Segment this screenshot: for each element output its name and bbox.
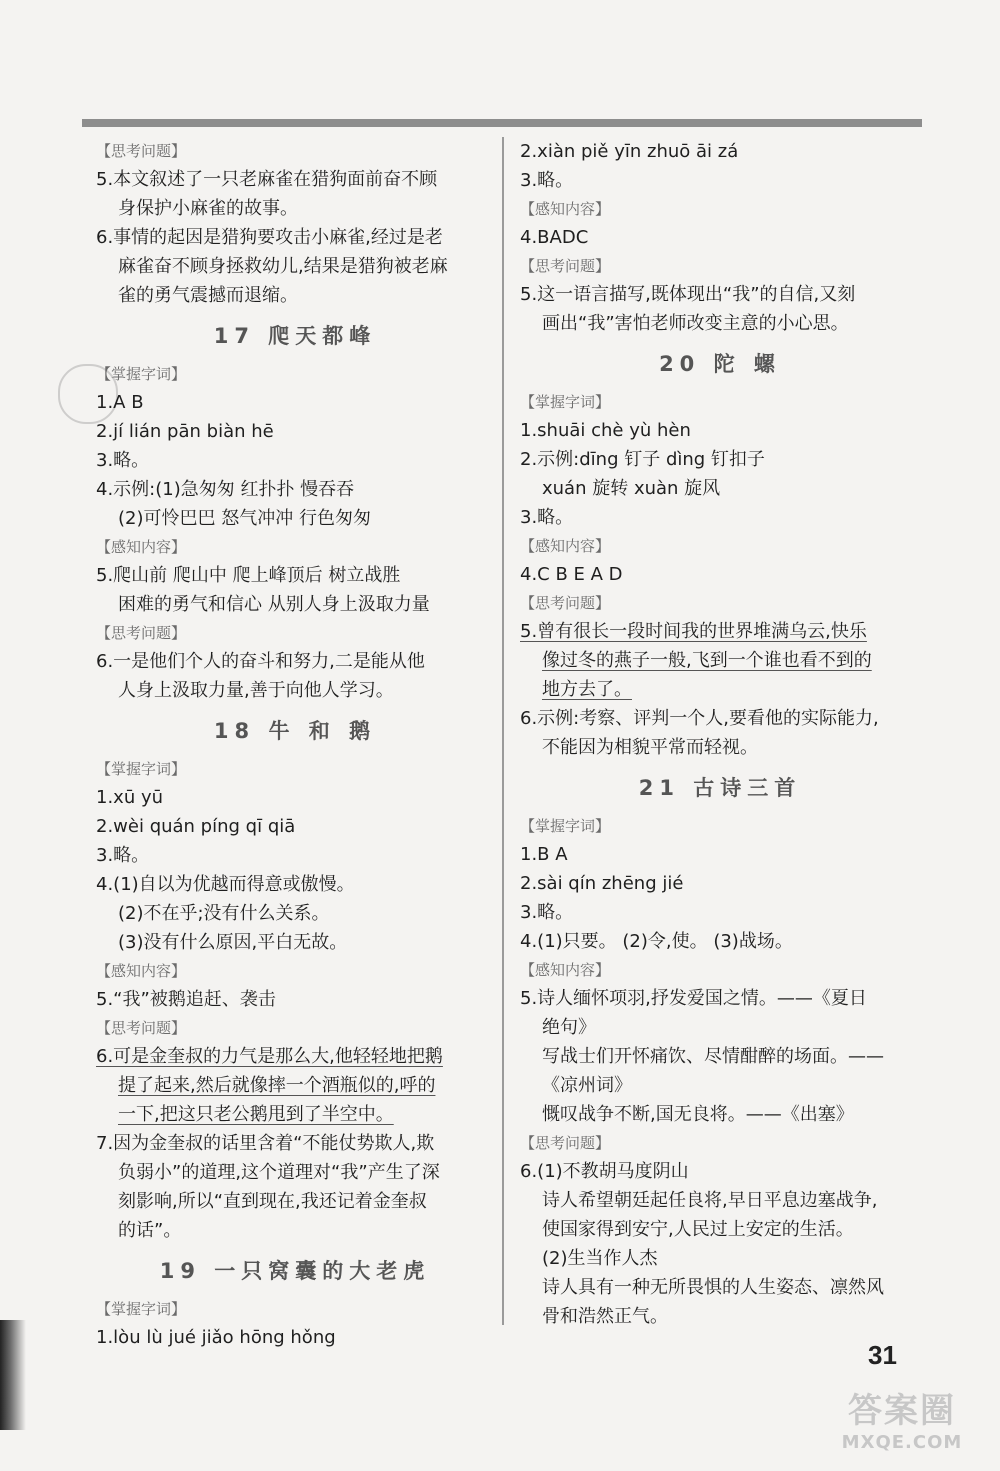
section-tag: 【思考问题】	[96, 1019, 187, 1037]
column-divider	[502, 137, 504, 1325]
section-tag: 【掌握字词】	[520, 817, 611, 835]
page-number: 31	[868, 1340, 897, 1370]
answer-line: 写战士们开怀痛饮、尽情酣醉的场面。——	[542, 1046, 884, 1067]
answer-line: 1.A B	[96, 392, 144, 413]
underlined-answer-line: 6.可是金奎叔的力气是那么大,他轻轻地把鹅	[96, 1046, 443, 1067]
answer-line: 1.lòu lù jué jiǎo hōng hǒng	[96, 1327, 336, 1348]
answer-line: 4.(1)只要。 (2)令,使。 (3)战场。	[520, 931, 793, 952]
section-tag: 【掌握字词】	[96, 1300, 187, 1318]
answer-line: (3)没有什么原因,平白无故。	[118, 932, 348, 953]
section-tag: 【思考问题】	[520, 257, 611, 275]
section-tag: 【掌握字词】	[96, 365, 187, 383]
answer-line: 不能因为相貌平常而轻视。	[542, 737, 758, 758]
answer-line: 2.jí lián pān biàn hē	[96, 421, 274, 442]
answer-line: 人身上汲取力量,善于向他人学习。	[118, 680, 394, 701]
watermark-url: MXQE.COM	[841, 1432, 963, 1453]
answer-line: 《凉州词》	[542, 1075, 632, 1096]
answer-line: (2)不在乎;没有什么关系。	[118, 903, 330, 924]
answer-line: xuán 旋转 xuàn 旋风	[542, 478, 721, 499]
section-tag: 【感知内容】	[520, 200, 611, 218]
answer-line: 5.诗人缅怀项羽,抒发爱国之情。——《夏日	[520, 988, 867, 1009]
lesson-title-17: 17 爬天都峰	[213, 324, 377, 348]
answer-line: 5.这一语言描写,既体现出“我”的自信,又刻	[520, 284, 856, 305]
lesson-title-20: 20 陀 螺	[659, 352, 781, 376]
answer-line: 诗人希望朝廷起任良将,早日平息边塞战争,	[542, 1190, 878, 1211]
answer-line: 4.示例:(1)急匆匆 红扑扑 慢吞吞	[96, 479, 355, 500]
answer-line: 6.一是他们个人的奋斗和努力,二是能从他	[96, 651, 425, 672]
left-column	[96, 137, 494, 1352]
watermark-logo	[822, 1391, 982, 1461]
answer-line: 4.C B E A D	[520, 564, 623, 585]
underlined-answer-line: 像过冬的燕子一般,飞到一个谁也看不到的	[542, 650, 872, 671]
lesson-title-18: 18 牛 和 鹅	[213, 719, 377, 743]
answer-line: 1.shuāi chè yù hèn	[520, 420, 691, 441]
watermark-text: 答案圈	[848, 1391, 956, 1431]
answer-line: 3.略。	[520, 902, 574, 923]
answer-line: 雀的勇气震撼而退缩。	[118, 285, 298, 306]
answer-line: 5.“我”被鹅追赶、袭击	[96, 989, 276, 1010]
answer-line: 5.爬山前 爬山中 爬上峰顶后 树立战胜	[96, 565, 401, 586]
answer-line: 2.xiàn piě yīn zhuō āi zá	[520, 141, 739, 162]
answer-line: 3.略。	[96, 450, 150, 471]
answer-line: 2.sài qín zhēng jié	[520, 873, 684, 894]
answer-line: 2.wèi quán píng qī qiā	[96, 816, 296, 837]
lesson-title-21: 21 古诗三首	[638, 776, 802, 800]
section-tag: 【思考问题】	[520, 594, 611, 612]
section-tag: 【掌握字词】	[96, 760, 187, 778]
answer-line: 诗人具有一种无所畏惧的人生姿态、凛然风	[542, 1277, 884, 1298]
right-column	[520, 137, 920, 1331]
book-spine-shadow	[0, 1320, 26, 1430]
section-tag: 【感知内容】	[520, 537, 611, 555]
answer-line: 画出“我”害怕老师改变主意的小心思。	[542, 313, 849, 334]
answer-line: 3.略。	[520, 170, 574, 191]
answer-line: 负弱小”的道理,这个道理对“我”产生了深	[118, 1162, 440, 1183]
section-tag: 【思考问题】	[520, 1134, 611, 1152]
underlined-answer-line: 一下,把这只老公鹅甩到了半空中。	[118, 1104, 394, 1125]
answer-line: 身保护小麻雀的故事。	[118, 198, 298, 219]
underlined-answer-line: 提了起来,然后就像摔一个酒瓶似的,呼的	[118, 1075, 436, 1096]
answer-line: 使国家得到安宁,人民过上安定的生活。	[542, 1219, 854, 1240]
answer-line: 4.BADC	[520, 227, 589, 248]
answer-line: 麻雀奋不顾身拯救幼儿,结果是猎狗被老麻	[118, 256, 448, 277]
section-tag: 【思考问题】	[96, 142, 187, 160]
answer-line: 绝句》	[542, 1017, 596, 1038]
answer-line: 2.示例:dīng 钉子 dìng 钉扣子	[520, 449, 765, 470]
answer-line: 的话”。	[118, 1220, 182, 1241]
answer-line: 困难的勇气和信心 从别人身上汲取力量	[118, 594, 430, 615]
lesson-title-19: 19 一只窝囊的大老虎	[159, 1259, 431, 1283]
answer-line: 6.事情的起因是猎狗要攻击小麻雀,经过是老	[96, 227, 443, 248]
underlined-answer-line: 5.曾有很长一段时间我的世界堆满乌云,快乐	[520, 621, 867, 642]
section-tag: 【感知内容】	[96, 538, 187, 556]
answer-line: 3.略。	[520, 507, 574, 528]
answer-line: 1.B A	[520, 844, 568, 865]
section-tag: 【掌握字词】	[520, 393, 611, 411]
section-tag: 【感知内容】	[96, 962, 187, 980]
section-tag: 【思考问题】	[96, 624, 187, 642]
answer-line: 6.(1)不教胡马度阴山	[520, 1161, 689, 1182]
answer-line: 刻影响,所以“直到现在,我还记着金奎叔	[118, 1191, 427, 1212]
answer-line: 6.示例:考察、评判一个人,要看他的实际能力,	[520, 708, 879, 729]
answer-line: 骨和浩然正气。	[542, 1306, 668, 1327]
answer-line: 慨叹战争不断,国无良将。——《出塞》	[542, 1104, 854, 1125]
section-tag: 【感知内容】	[520, 961, 611, 979]
answer-line: 1.xū yū	[96, 787, 164, 808]
top-rule	[82, 119, 922, 127]
answer-line: 3.略。	[96, 845, 150, 866]
answer-line: 7.因为金奎叔的话里含着“不能仗势欺人,欺	[96, 1133, 435, 1154]
underlined-answer-line: 地方去了。	[542, 679, 632, 700]
answer-line: 5.本文叙述了一只老麻雀在猎狗面前奋不顾	[96, 169, 438, 190]
answer-line: 4.(1)自以为优越而得意或傲慢。	[96, 874, 355, 895]
answer-line: (2)可怜巴巴 怒气冲冲 行色匆匆	[118, 508, 371, 529]
answer-line: (2)生当作人杰	[542, 1248, 658, 1269]
